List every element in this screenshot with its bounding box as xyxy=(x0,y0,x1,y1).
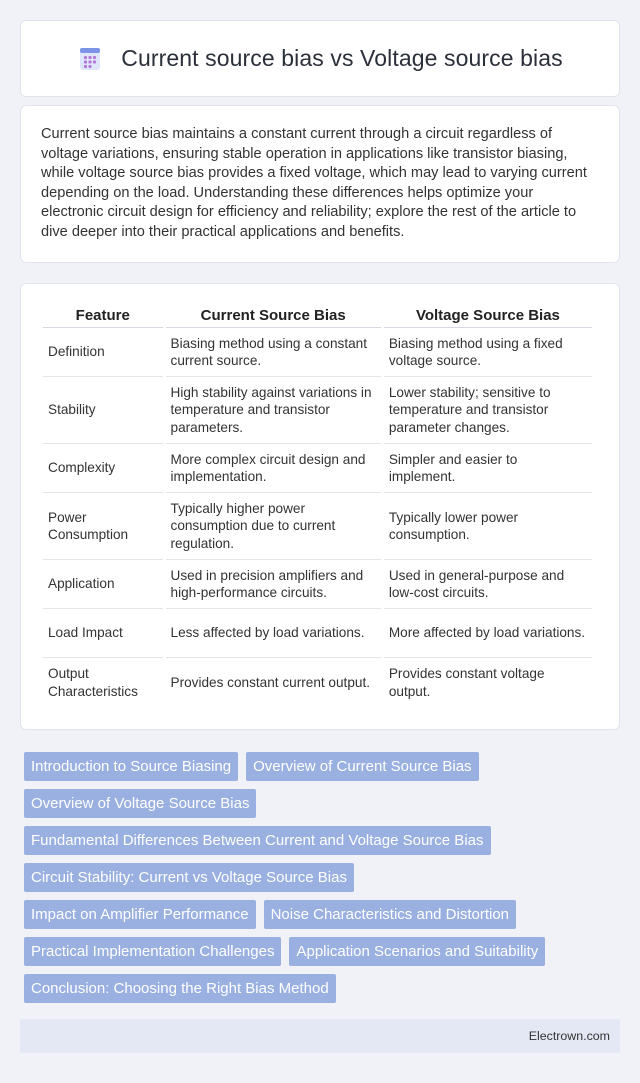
tag-circuit-stability[interactable]: Circuit Stability: Current vs Voltage Source Bias xyxy=(24,863,354,892)
table-cell-voltage: Simpler and easier to implement. xyxy=(384,444,592,493)
column-header-voltage-source-bias: Voltage Source Bias xyxy=(384,304,592,328)
comparison-table-card xyxy=(20,283,620,730)
tag-row xyxy=(24,937,624,966)
table-cell-current: Biasing method using a constant current source. xyxy=(166,328,381,377)
table-cell-voltage: More affected by load variations. xyxy=(384,609,592,658)
tag-practical-implementation-challenges[interactable]: Practical Implementation Challenges xyxy=(24,937,281,966)
table-cell-feature: Complexity xyxy=(43,444,163,493)
column-header-feature: Feature xyxy=(43,304,163,328)
tag-row xyxy=(24,789,624,818)
table-cell-feature: Load Impact xyxy=(43,609,163,658)
table-cell-current: High stability against variations in temperature and transistor parameters. xyxy=(166,377,381,444)
table-row xyxy=(43,377,592,444)
tag-introduction-to-source-biasing[interactable]: Introduction to Source Biasing xyxy=(24,752,238,781)
table-cell-feature: Stability xyxy=(43,377,163,444)
header-card xyxy=(20,20,620,97)
table-cell-voltage: Lower stability; sensitive to temperature and transistor parameter changes. xyxy=(384,377,592,444)
tag-overview-of-voltage-source-bias[interactable]: Overview of Voltage Source Bias xyxy=(24,789,256,818)
tag-row xyxy=(24,752,624,781)
table-cell-feature: Output Characteristics xyxy=(48,666,138,699)
comparison-table xyxy=(40,304,595,707)
table-cell-current: Used in precision amplifiers and high-performance circuits. xyxy=(166,560,381,609)
table-row xyxy=(43,493,592,560)
tag-row xyxy=(24,826,624,855)
intro-card xyxy=(20,105,620,263)
table-header-row xyxy=(43,304,592,328)
tag-row xyxy=(24,974,624,1003)
table-cell-voltage: Typically lower power consumption. xyxy=(384,493,592,560)
tag-conclusion[interactable]: Conclusion: Choosing the Right Bias Method xyxy=(24,974,336,1003)
table-row xyxy=(43,658,592,707)
table-row xyxy=(43,609,592,658)
table-row xyxy=(43,328,592,377)
table-cell-current: More complex circuit design and implementation. xyxy=(166,444,381,493)
table-cell-current: Typically higher power consumption due to current regulation. xyxy=(166,493,381,560)
table-cell-current: Provides constant current output. xyxy=(170,674,371,690)
tag-application-scenarios[interactable]: Application Scenarios and Suitability xyxy=(289,937,545,966)
table-row xyxy=(43,444,592,493)
topic-tags xyxy=(24,752,624,1011)
table-cell-feature: Power Consumption xyxy=(43,493,163,560)
page-title: Current source bias vs Voltage source bias xyxy=(121,45,563,71)
footer-site-name: Electrown.com xyxy=(528,1029,610,1043)
tag-noise-characteristics[interactable]: Noise Characteristics and Distortion xyxy=(264,900,516,929)
tag-fundamental-differences[interactable]: Fundamental Differences Between Current and Voltage Source Bias xyxy=(24,826,491,855)
table-cell-current: Less affected by load variations. xyxy=(166,609,381,658)
tag-impact-on-amplifier-performance[interactable]: Impact on Amplifier Performance xyxy=(24,900,256,929)
table-row xyxy=(43,560,592,609)
table-cell-voltage: Biasing method using a fixed voltage source. xyxy=(384,328,592,377)
tag-row xyxy=(24,900,624,929)
intro-paragraph: Current source bias maintains a constant current through a circuit regardless of voltage variations, ensuring stable operation in applications like transistor biasing, while voltage source bias provides a fixed voltage, which may lead to varying current depending on the load. Understanding these differences helps optimize your electronic circuit design for efficiency and reliability; explore the rest of the article to dive deeper into their practical applications and benefits. xyxy=(41,126,587,240)
table-cell-voltage: Provides constant voltage output. xyxy=(388,666,545,699)
header xyxy=(77,45,562,72)
table-cell-voltage: Used in general-purpose and low-cost circuits. xyxy=(384,560,592,609)
table-cell-feature: Definition xyxy=(43,328,163,377)
tag-overview-of-current-source-bias[interactable]: Overview of Current Source Bias xyxy=(246,752,478,781)
column-header-current-source-bias: Current Source Bias xyxy=(166,304,381,328)
tag-row xyxy=(24,863,624,892)
document-grid-icon xyxy=(77,46,103,72)
table-cell-feature: Application xyxy=(43,560,163,609)
footer xyxy=(20,1019,620,1053)
